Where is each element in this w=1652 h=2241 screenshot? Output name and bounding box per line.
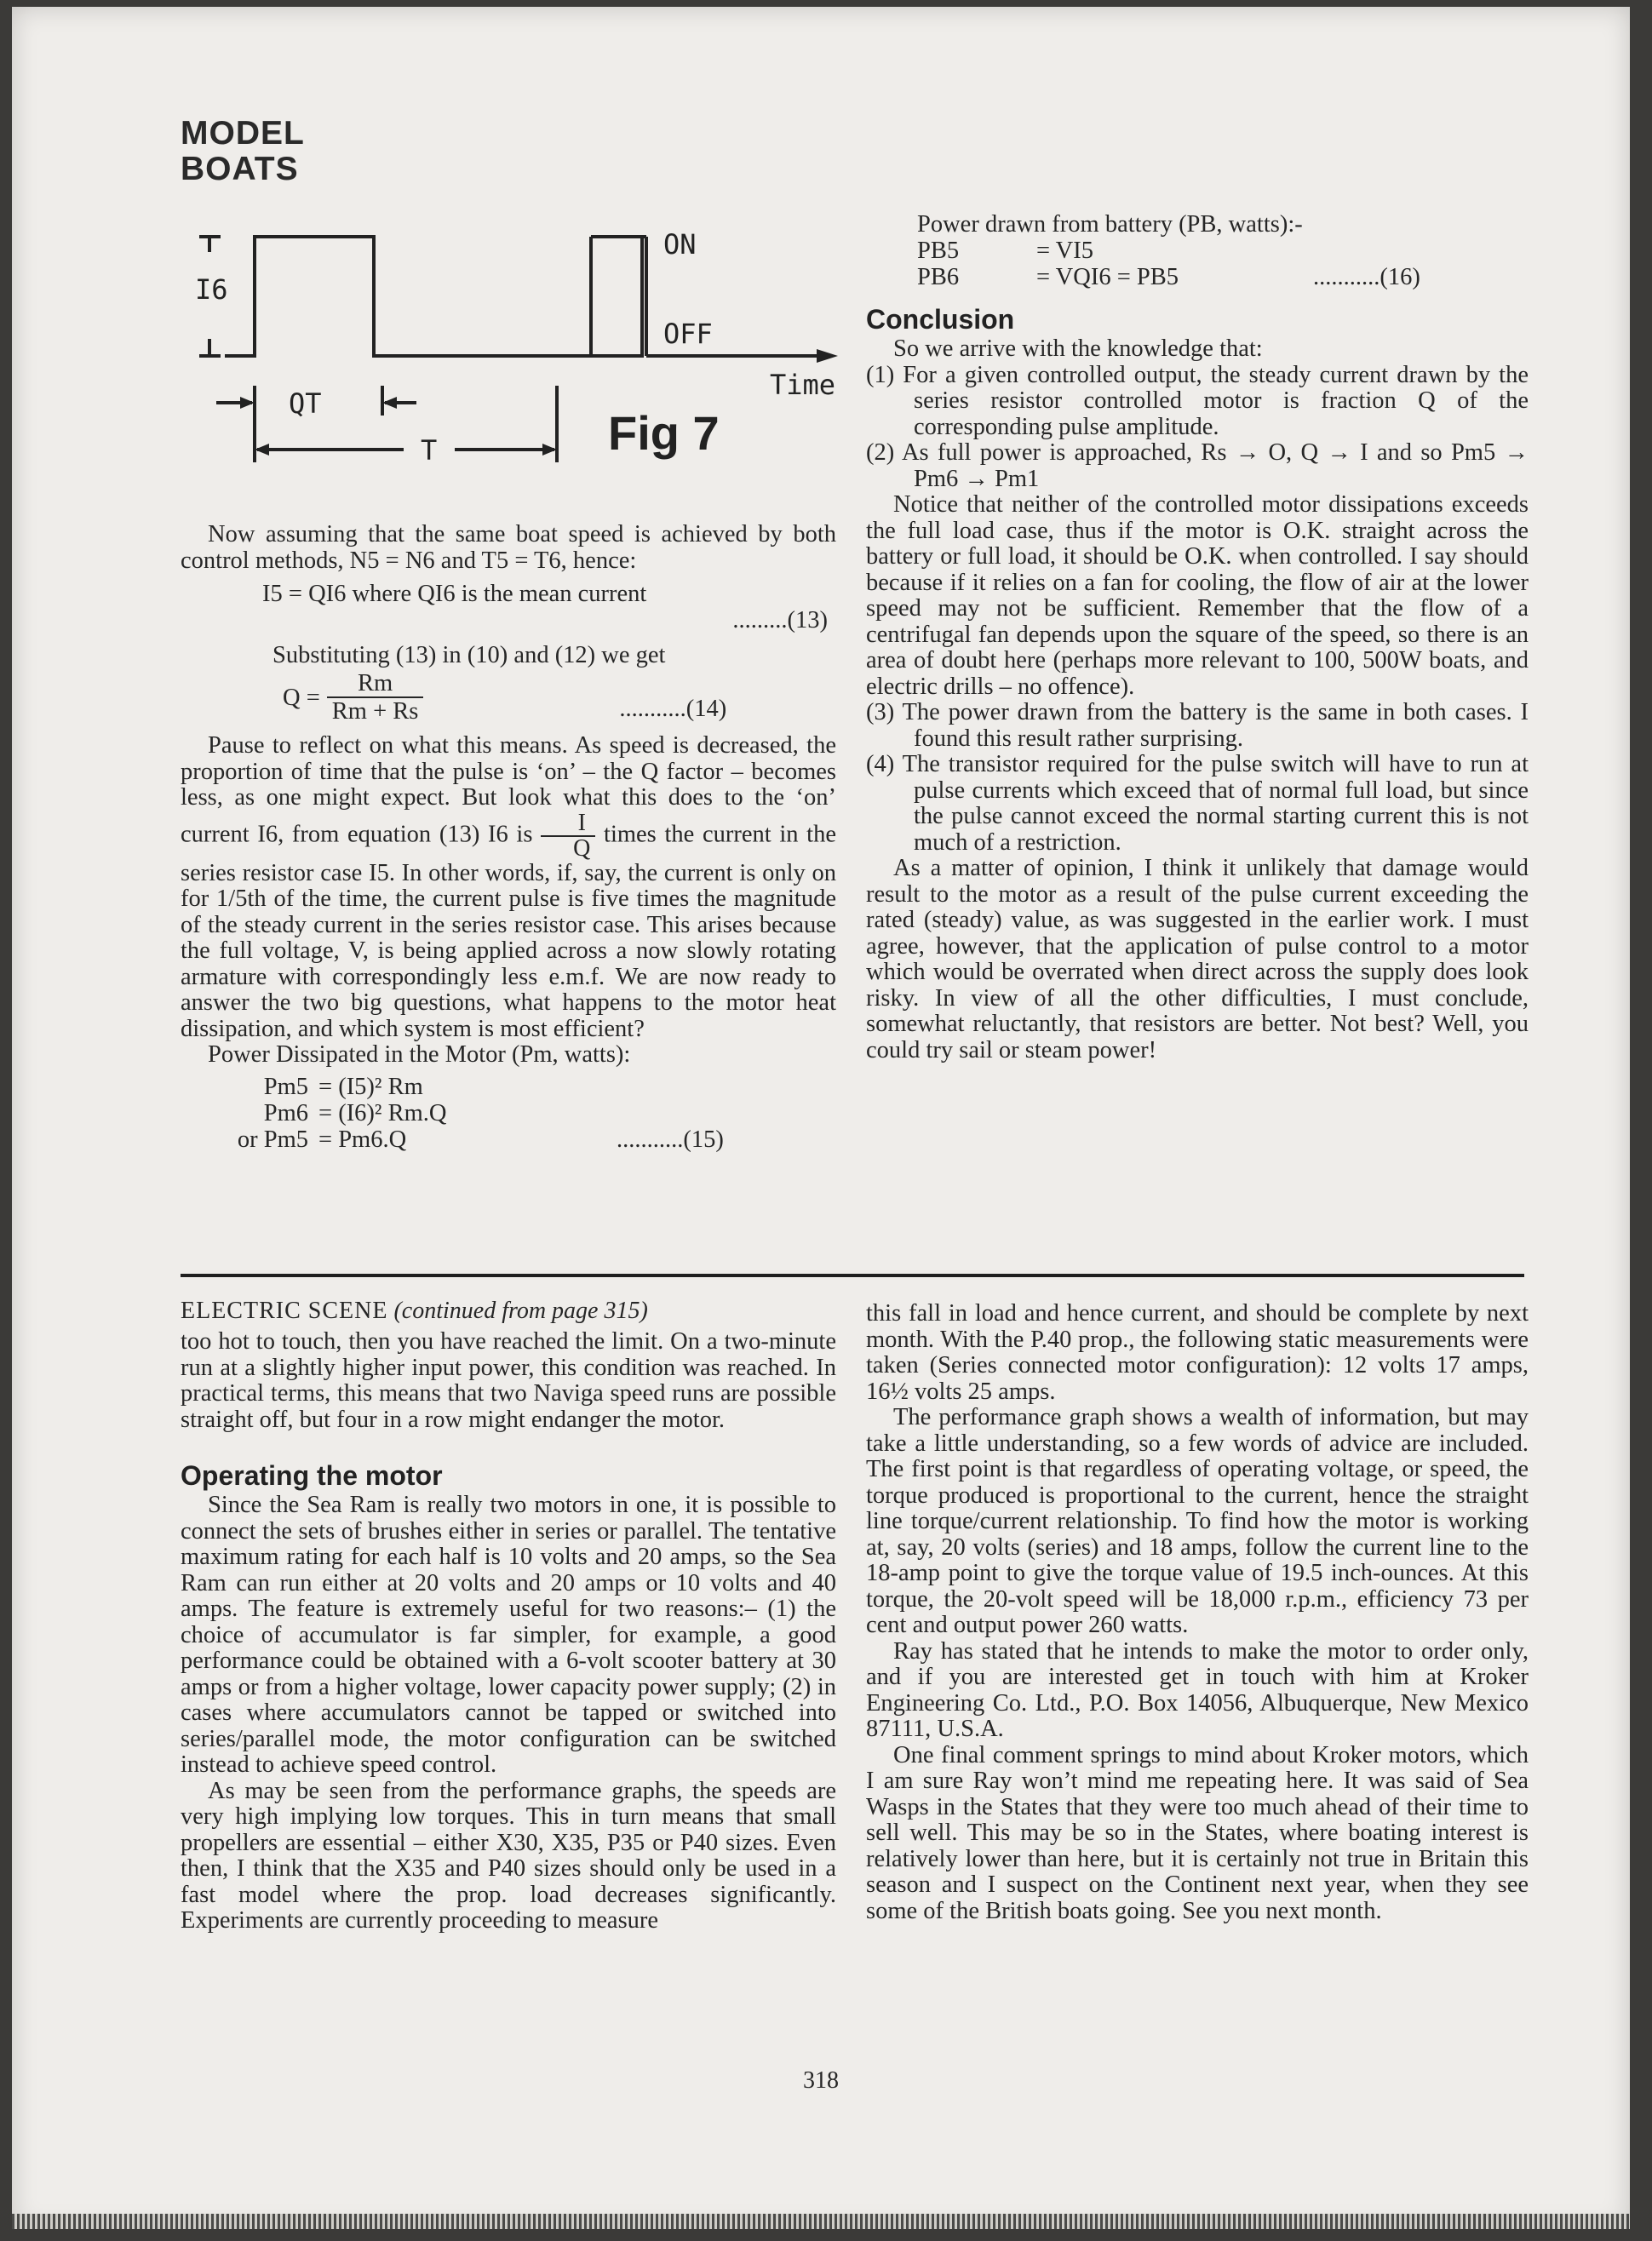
time-arrowhead	[817, 349, 838, 363]
pm-row: Pm5 = (I5)² Rm	[263, 1073, 423, 1100]
on-label: ON	[663, 228, 697, 261]
conclusion-list	[866, 700, 1529, 856]
pulse-waveform	[255, 237, 646, 356]
page-number: 318	[803, 2067, 839, 2094]
qt-arrowhead-left	[240, 397, 255, 409]
substitution-line: Substituting (13) in (10) and (12) we get	[272, 642, 666, 668]
t-label: T	[421, 434, 438, 467]
equation-13: I5 = QI6 where QI6 is the mean current .........(13)	[262, 581, 828, 633]
left-column-top	[181, 522, 836, 1153]
left-column-bottom	[181, 1297, 836, 1934]
list-item: (4) The transistor required for the pulse switch will have to run at pulse currents which exceed that of normal full load, but since the pulse cannot exceed the normal starting current this is not much of a restriction.	[866, 751, 1529, 856]
pm-equations	[215, 1074, 836, 1153]
power-drawn-block: Power drawn from battery (PB, watts):- PB5 = VI5 PB6 = VQI6 = PB5 ...........(16)	[917, 211, 1420, 290]
paragraph: Since the Sea Ram is really two motors in one, it is possible to connect the sets of brushes either in series or parallel. The tentative maximum rating for each half is 10 volts and 20 amps, so the Sea Ram can run either at 20 volts and 20 amps or 10 volts and 40 amps. The feature is extremely useful for two reasons:– (1) the choice of accumulator is far simpler, for example, a good performance could be obtained with a 6-volt scooter battery at 30 amps or from a higher voltage, lower capacity power supply; (2) in cases where accumulators cannot be tapped or switched into series/parallel mode, the motor configuration can be switched instead to achieve speed control.	[181, 1492, 836, 1778]
paragraph: Pause to reflect on what this means. As speed is decreased, the proportion of time that the pulse is ‘on’ – the Q factor – becomes less, as one might expect. But look what this does to the ‘on’ current I6, from equation (13) I6 is $\frac{I}{Q}$ times the current in the series resistor case I5. In other words, if, say, the current is only on for 1/5th of the time, the current pulse is five times the magnitude of the steady current in the series resistor case. This arises because the full voltage, V, is being applied across a now slowly rotating armature with correspondingly less e.m.f. We are now ready to answer the two big questions, what happens to the motor heat dissipation, and which system is most efficient?	[181, 732, 837, 1042]
time-label: Time	[770, 369, 836, 401]
paragraph: As a matter of opinion, I think it unlikely that damage would result to the motor as a result of the pulse current exceeding the rated (steady) value, as was suggested in the earlier work. I must agree, however, that the application of pulse control to a motor which would be overrated when direct across the supply does look risky. In view of all the other difficulties, I must conclude, somewhat reluctantly, that resistors are better. Not best? Well, you could try sail or steam power!	[866, 855, 1529, 1063]
conclusion-heading: Conclusion	[866, 304, 1015, 335]
header-line-1: MODEL	[181, 115, 305, 152]
pm-row: or Pm5 = Pm6.Q ...........(15)	[237, 1126, 724, 1153]
fig7-pulse-diagram	[174, 211, 855, 484]
pm-row: Pm6 = (I6)² Rm.Q	[263, 1099, 447, 1126]
paragraph: As may be seen from the performance graphs, the speeds are very high implying low torques. This in turn means that small propellers are essential – either X30, X35, P35 or P40 sizes. Even then, I think that the X35 and P40 sizes should only be used in a fast model where the prop. load decreases significantly. Experiments are currently proceeding to measure	[181, 1777, 836, 1934]
i6-label: I6	[195, 273, 228, 306]
conclusion-list	[866, 363, 1529, 493]
qt-label: QT	[289, 387, 322, 420]
section-divider	[181, 1274, 1524, 1277]
t-arrowhead-left	[255, 444, 269, 456]
paragraph: Ray has stated that he intends to make the motor to order only, and if you are interested get in touch with him at Kroker Engineering Co. Ltd., P.O. Box 14056, Albuquerque, New Mexico 87111, U.S.A.	[866, 1637, 1529, 1742]
right-column-bottom	[866, 1301, 1529, 1924]
continued-kicker: ELECTRIC SCENE (continued from page 315)	[181, 1298, 648, 1324]
magazine-page	[12, 7, 1630, 2229]
paragraph: The performance graph shows a wealth of information, but may take a little understanding, so a few words of advice are included. The first point is that regardless of operating voltage, or speed, the torque produced is proportional to the current, hence the straight line torque/current relationship. To find how the motor is working at, say, 20 volts (series) and 18 amps, follow the current line to the 18-amp point to give the torque value of 19.5 inch-ounces. At this torque, the 20-volt speed will be 18,000 r.p.m., efficiency 73 per cent and output power 260 watts.	[866, 1404, 1529, 1638]
power-dissipated-heading: Power Dissipated in the Motor (Pm, watts):	[208, 1041, 631, 1068]
paragraph: So we arrive with the knowledge that:	[893, 335, 1263, 362]
section-header	[181, 116, 436, 187]
page-edge-strip	[12, 2214, 1630, 2229]
equation-14: Q = $\frac{Rm}{Rm + Rs}$ ...........(14)	[283, 670, 727, 725]
qt-arrowhead-right	[382, 397, 397, 409]
paragraph: Now assuming that the same boat speed is achieved by both control methods, N5 = N6 and T5 = T6, hence:	[181, 521, 836, 574]
t-arrowhead-right	[542, 444, 557, 456]
list-item: (2) As full power is approached, Rs → O, Q → I and so Pm5 → Pm6 → Pm1	[866, 439, 1529, 492]
right-column-top	[866, 211, 1529, 1063]
list-item: (3) The power drawn from the battery is the same in both cases. I found this result rather surprising.	[866, 699, 1529, 752]
paragraph: One final comment springs to mind about Kroker motors, which I am sure Ray won’t mind me repeating here. It was said of Sea Wasps in the States that they were too much ahead of their time to sell well. This may be so in the States, where boating interest is relatively lower than here, but it is certainly not true in Britain this season and I suspect on the Continent next year, when they see some of the British boats going. See you next month.	[866, 1741, 1529, 1924]
pulse-left-low	[225, 237, 255, 356]
list-item: (1) For a given controlled output, the steady current drawn by the series resistor controlled motor is fraction Q of the corresponding pulse amplitude.	[866, 361, 1529, 440]
paragraph: this fall in load and hence current, and should be complete by next month. With the P.40 prop., the following static measurements were taken (Series connected motor configuration): 12 volts 17 amps, 16½ volts 25 amps.	[866, 1300, 1529, 1405]
paragraph: too hot to touch, then you have reached the limit. On a two-minute run at a slightly higher input power, this condition was reached. In practical terms, this means that two Naviga speed runs are possible straight off, but four in a row might endanger the motor.	[181, 1328, 836, 1433]
figure-title: Fig 7	[608, 406, 720, 460]
operating-heading: Operating the motor	[181, 1460, 443, 1491]
paragraph: Notice that neither of the controlled motor dissipations exceeds the full load case, thus if the motor is O.K. straight across the battery or full load, it should be O.K. when controlled. I say should because if it relies on a fan for cooling, the flow of air at the lower speed may not be sufficient. Remember that the flow of a centrifugal fan depends upon the square of the speed, so there is an area of doubt here (perhaps more relevant to 100, 500W boats, and electric drills – no offence).	[866, 491, 1529, 700]
header-line-2: BOATS	[181, 151, 299, 187]
off-label: OFF	[663, 318, 713, 350]
